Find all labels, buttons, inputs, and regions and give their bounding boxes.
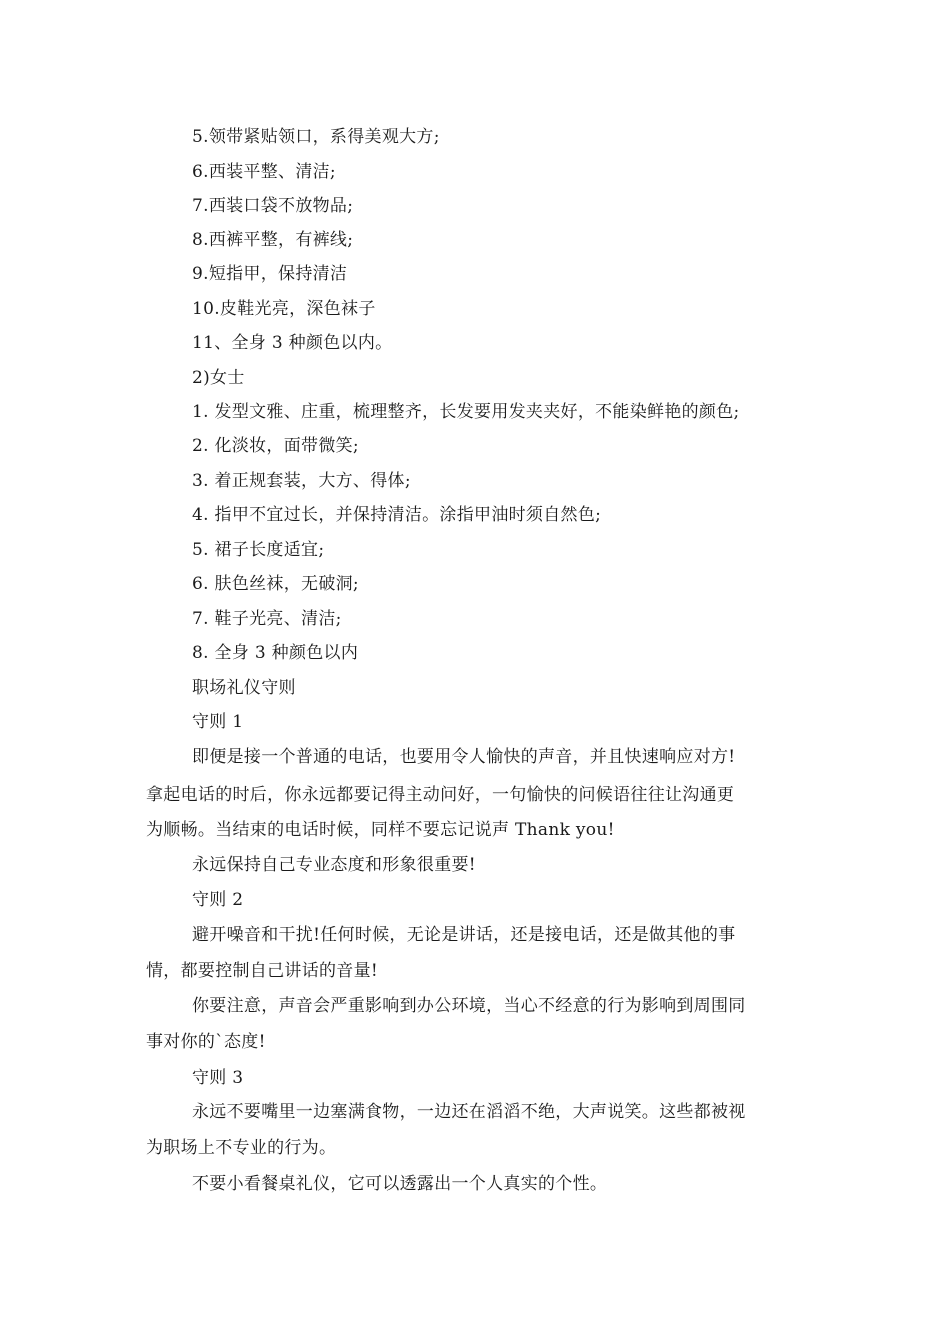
section-heading: 职场礼仪守则 <box>192 678 296 698</box>
text-line: 8.西裤平整，有裤线; <box>192 230 354 250</box>
rule-heading: 守则 2 <box>192 890 244 910</box>
paragraph-line: 永远保持自己专业态度和形象很重要! <box>192 855 476 875</box>
paragraph-line: 拿起电话的时后，你永远都要记得主动问好，一句愉快的问候语往往让沟通更 <box>146 785 735 805</box>
text-line: 10.皮鞋光亮，深色袜子 <box>192 299 376 319</box>
paragraph-line: 即便是接一个普通的电话，也要用令人愉快的声音，并且快速响应对方! <box>192 747 736 767</box>
list-item: 5. 裙子长度适宜; <box>192 540 325 560</box>
text-line: 6.西装平整、清洁; <box>192 162 336 182</box>
paragraph-line: 事对你的`态度! <box>146 1032 266 1052</box>
section-heading: 2)女士 <box>192 368 245 388</box>
paragraph-line: 永远不要嘴里一边塞满食物，一边还在滔滔不绝，大声说笑。这些都被视 <box>192 1102 746 1122</box>
paragraph-line: 为顺畅。当结束的电话时候，同样不要忘记说声 Thank you! <box>146 820 615 840</box>
text-line: 7.西装口袋不放物品; <box>192 196 354 216</box>
text-line: 11、全身 3 种颜色以内。 <box>192 333 393 353</box>
rule-heading: 守则 3 <box>192 1068 244 1088</box>
paragraph-line: 情，都要控制自己讲话的音量! <box>146 961 379 981</box>
list-item: 7. 鞋子光亮、清洁; <box>192 609 342 629</box>
list-item: 6. 肤色丝袜，无破洞; <box>192 574 359 594</box>
list-item: 2. 化淡妆，面带微笑; <box>192 436 359 456</box>
list-item: 1. 发型文雅、庄重，梳理整齐，长发要用发夹夹好，不能染鲜艳的颜色; <box>192 402 740 422</box>
paragraph-line: 不要小看餐桌礼仪，它可以透露出一个人真实的个性。 <box>192 1174 608 1194</box>
list-item: 8. 全身 3 种颜色以内 <box>192 643 359 663</box>
list-item: 4. 指甲不宜过长，并保持清洁。涂指甲油时须自然色; <box>192 505 602 525</box>
list-item: 3. 着正规套装，大方、得体; <box>192 471 411 491</box>
paragraph-line: 避开噪音和干扰!任何时候，无论是讲话，还是接电话，还是做其他的事 <box>192 925 736 945</box>
text-line: 5.领带紧贴领口，系得美观大方; <box>192 127 440 147</box>
text-line: 9.短指甲，保持清洁 <box>192 264 348 284</box>
paragraph-line: 为职场上不专业的行为。 <box>146 1138 337 1158</box>
rule-heading: 守则 1 <box>192 712 244 732</box>
paragraph-line: 你要注意，声音会严重影响到办公环境，当心不经意的行为影响到周围同 <box>192 996 746 1016</box>
